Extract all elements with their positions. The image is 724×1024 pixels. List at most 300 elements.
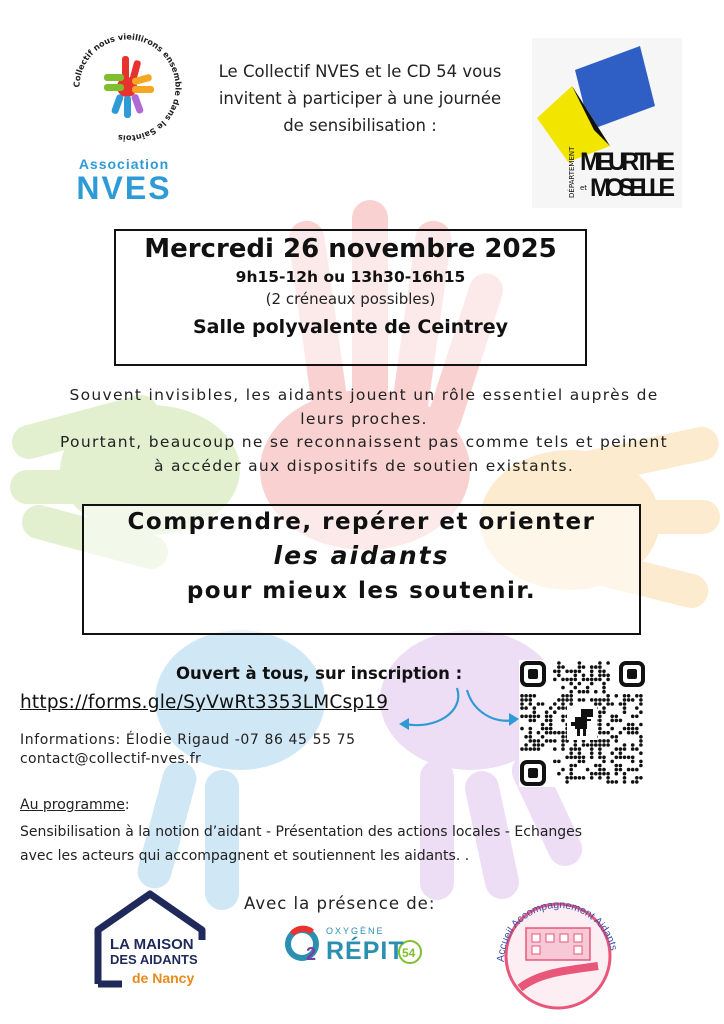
program-text	[20, 820, 710, 868]
qr-module	[635, 776, 639, 780]
qr-module	[619, 719, 623, 723]
oxygene-repit-logo	[284, 920, 424, 970]
maison-des-aidants-logo	[92, 888, 212, 998]
qr-code[interactable]	[519, 660, 646, 787]
qr-module	[545, 727, 549, 731]
qr-module	[553, 678, 557, 682]
paragraph-line: à accéder aux dispositifs de soutien existants.	[153, 456, 575, 475]
qr-module	[631, 723, 635, 727]
qr-module	[529, 698, 533, 702]
qr-module	[598, 747, 602, 751]
qr-module	[635, 706, 639, 710]
qr-module	[623, 756, 627, 760]
qr-module	[586, 686, 590, 690]
description-paragraph	[26, 384, 702, 478]
nves-name: NVES	[76, 170, 172, 206]
qr-module	[557, 670, 561, 674]
qr-module	[561, 719, 565, 723]
maison-line2: DES AIDANTS	[110, 952, 198, 967]
qr-module	[602, 768, 606, 772]
event-date: Mercredi 26 novembre 2025	[144, 234, 557, 264]
qr-module	[582, 698, 586, 702]
dept-et: et	[580, 184, 588, 192]
qr-module	[533, 694, 537, 698]
qr-module	[582, 760, 586, 764]
qr-module	[606, 780, 610, 784]
qr-module	[529, 727, 533, 731]
qr-module	[615, 768, 619, 772]
qr-module	[598, 670, 602, 674]
qr-module	[569, 756, 573, 760]
qr-module	[578, 760, 582, 764]
qr-module	[615, 772, 619, 776]
qr-module	[569, 678, 573, 682]
qr-module	[578, 690, 582, 694]
qr-module	[553, 670, 557, 674]
qr-module	[565, 776, 569, 780]
qr-module	[594, 764, 598, 768]
qr-module	[615, 756, 619, 760]
qr-module	[602, 739, 606, 743]
qr-module	[549, 719, 553, 723]
qr-module	[541, 743, 545, 747]
qr-module	[606, 702, 610, 706]
qr-module	[545, 710, 549, 714]
qr-module	[549, 727, 553, 731]
qr-module	[619, 764, 623, 768]
qr-module	[631, 768, 635, 772]
qr-module	[602, 674, 606, 678]
qr-module	[569, 772, 573, 776]
qr-module	[520, 715, 524, 719]
qr-module	[615, 715, 619, 719]
program-line: Sensibilisation à la notion d’aidant - Présentation des actions locales - Echanges	[20, 824, 583, 840]
dinosaur-icon	[567, 706, 597, 740]
qr-module	[561, 739, 565, 743]
qr-module	[590, 756, 594, 760]
qr-module	[623, 727, 627, 731]
maison-line1: LA MAISON	[110, 936, 194, 953]
qr-module	[582, 665, 586, 669]
qr-module	[627, 756, 631, 760]
qr-module	[610, 735, 614, 739]
qr-module	[565, 698, 569, 702]
qr-module	[635, 715, 639, 719]
qr-module	[594, 702, 598, 706]
qr-module	[639, 710, 643, 714]
svg-text:2: 2	[306, 944, 317, 964]
qr-module	[561, 698, 565, 702]
qr-module	[639, 764, 643, 768]
qr-module	[619, 702, 623, 706]
qr-module	[578, 756, 582, 760]
qr-module	[524, 694, 528, 698]
qr-module	[520, 694, 524, 698]
qr-module	[557, 665, 561, 669]
qr-module	[541, 702, 545, 706]
qr-module	[606, 723, 610, 727]
qr-module	[631, 698, 635, 702]
qr-module	[590, 682, 594, 686]
qr-module	[582, 776, 586, 780]
qr-module	[639, 776, 643, 780]
qr-module	[598, 674, 602, 678]
qr-module	[561, 665, 565, 669]
qr-module	[565, 670, 569, 674]
qr-module	[606, 731, 610, 735]
qr-module	[549, 723, 553, 727]
qr-module	[610, 751, 614, 755]
qr-module	[557, 772, 561, 776]
qr-module	[598, 698, 602, 702]
intro-text	[200, 58, 520, 139]
qr-module	[569, 694, 573, 698]
qr-module	[623, 706, 627, 710]
qr-module	[590, 670, 594, 674]
qr-module	[623, 772, 627, 776]
qr-module	[619, 756, 623, 760]
qr-module	[639, 702, 643, 706]
qr-module	[569, 764, 573, 768]
qr-module	[578, 670, 582, 674]
qr-module	[537, 747, 541, 751]
qr-module	[537, 743, 541, 747]
qr-module	[631, 747, 635, 751]
headline-line1: Comprendre, repérer et orienter	[127, 509, 596, 535]
qr-module	[602, 772, 606, 776]
dept-line2: MOSELLE	[590, 174, 675, 202]
qr-module	[545, 739, 549, 743]
meurthe-et-moselle-logo	[532, 38, 682, 208]
qr-module	[574, 764, 578, 768]
qr-module	[574, 674, 578, 678]
qr-module	[623, 747, 627, 751]
dept-small-label: DÉPARTEMENT	[568, 146, 576, 198]
qr-module	[610, 760, 614, 764]
qr-module	[602, 743, 606, 747]
nves-association-label: Association	[78, 156, 170, 172]
qr-module	[615, 694, 619, 698]
qr-module	[553, 710, 557, 714]
qr-module	[631, 760, 635, 764]
qr-module	[590, 776, 594, 780]
qr-module	[598, 751, 602, 755]
qr-module	[610, 780, 614, 784]
qr-module	[553, 702, 557, 706]
qr-module	[586, 678, 590, 682]
qr-module	[549, 731, 553, 735]
qr-module	[549, 715, 553, 719]
intro-line: Le Collectif NVES et le CD 54 vous	[218, 62, 502, 81]
qr-module	[578, 776, 582, 780]
repit-oxygene: OXYGÈNE	[326, 926, 385, 936]
qr-module	[578, 665, 582, 669]
qr-module	[598, 710, 602, 714]
dept-line1: MEURTHE	[580, 148, 675, 176]
qr-module	[561, 686, 565, 690]
qr-module	[582, 690, 586, 694]
qr-module	[557, 731, 561, 735]
qr-module	[578, 747, 582, 751]
qr-module	[606, 772, 610, 776]
qr-module	[565, 694, 569, 698]
qr-module	[565, 678, 569, 682]
qr-module	[610, 727, 614, 731]
headline-box	[82, 504, 641, 635]
contact-phone: Informations: Élodie Rigaud -07 86 45 55 75	[20, 732, 356, 748]
qr-module	[606, 698, 610, 702]
qr-module	[561, 731, 565, 735]
qr-module	[598, 731, 602, 735]
qr-module	[590, 747, 594, 751]
qr-module	[529, 739, 533, 743]
arrows-decoration	[395, 682, 525, 742]
qr-module	[590, 772, 594, 776]
qr-module	[520, 698, 524, 702]
qr-module	[561, 768, 565, 772]
qr-module	[627, 731, 631, 735]
qr-module	[520, 702, 524, 706]
qr-module	[561, 702, 565, 706]
qr-module	[524, 735, 528, 739]
registration-form-link[interactable]: https://forms.gle/SyVwRt3353LMCsp19	[20, 692, 389, 713]
paragraph-line: leurs proches.	[300, 409, 428, 428]
nves-arc-text: Collectif nous vieillirons ensemble dans le Saintois	[71, 31, 184, 144]
headline-line2: les aidants	[273, 541, 450, 570]
qr-module	[590, 743, 594, 747]
qr-module	[586, 743, 590, 747]
nves-logo	[60, 30, 190, 210]
qr-module	[533, 710, 537, 714]
qr-module	[565, 780, 569, 784]
qr-module	[602, 698, 606, 702]
qr-module	[606, 743, 610, 747]
qr-module	[590, 665, 594, 669]
qr-module	[627, 694, 631, 698]
qr-module	[639, 698, 643, 702]
intro-line: invitent à participer à une journée	[218, 89, 502, 108]
qr-module	[606, 674, 610, 678]
accueil-accompagnement-aidants-logo	[490, 892, 626, 1010]
qr-module	[549, 739, 553, 743]
qr-module	[615, 719, 619, 723]
qr-module	[529, 731, 533, 735]
qr-module	[574, 756, 578, 760]
qr-module	[639, 760, 643, 764]
qr-module	[619, 731, 623, 735]
qr-module	[561, 678, 565, 682]
qr-module	[631, 727, 635, 731]
qr-module	[606, 678, 610, 682]
qr-module	[569, 702, 573, 706]
qr-module	[598, 719, 602, 723]
program-title-label: Au programme	[20, 797, 125, 813]
qr-module	[635, 747, 639, 751]
qr-module	[557, 661, 561, 665]
qr-module	[524, 698, 528, 702]
qr-module	[578, 661, 582, 665]
qr-module	[602, 710, 606, 714]
qr-module	[561, 735, 565, 739]
qr-module	[627, 727, 631, 731]
qr-module	[533, 743, 537, 747]
qr-module	[553, 760, 557, 764]
qr-module	[631, 756, 635, 760]
qr-module	[619, 751, 623, 755]
qr-module	[598, 743, 602, 747]
qr-module	[569, 698, 573, 702]
qr-module	[635, 780, 639, 784]
qr-module	[586, 768, 590, 772]
qr-module	[586, 690, 590, 694]
qr-module	[533, 715, 537, 719]
qr-module	[623, 702, 627, 706]
qr-module	[574, 686, 578, 690]
qr-module	[590, 751, 594, 755]
qr-module	[602, 686, 606, 690]
qr-module	[602, 756, 606, 760]
qr-module	[602, 760, 606, 764]
qr-module	[524, 747, 528, 751]
qr-module	[623, 743, 627, 747]
qr-module	[598, 727, 602, 731]
qr-module	[533, 719, 537, 723]
qr-module	[569, 690, 573, 694]
qr-module	[529, 747, 533, 751]
qr-module	[533, 706, 537, 710]
qr-module	[610, 719, 614, 723]
qr-module	[574, 747, 578, 751]
qr-module	[582, 743, 586, 747]
qr-module	[627, 768, 631, 772]
qr-module	[639, 751, 643, 755]
qr-module	[541, 735, 545, 739]
qr-module	[610, 702, 614, 706]
qr-module	[524, 715, 528, 719]
qr-module	[520, 706, 524, 710]
event-slots-note: (2 créneaux possibles)	[265, 290, 436, 308]
qr-module	[569, 776, 573, 780]
qr-module	[561, 743, 565, 747]
program-line: avec les acteurs qui accompagnent et soutiennent les aidants. .	[20, 848, 470, 864]
qr-module	[623, 698, 627, 702]
qr-module	[529, 702, 533, 706]
qr-module	[619, 768, 623, 772]
qr-module	[557, 760, 561, 764]
qr-module	[639, 739, 643, 743]
qr-module	[582, 678, 586, 682]
qr-module	[529, 719, 533, 723]
qr-module	[615, 739, 619, 743]
qr-module	[598, 661, 602, 665]
qr-module	[598, 723, 602, 727]
qr-module	[569, 768, 573, 772]
qr-module	[537, 731, 541, 735]
qr-module	[639, 743, 643, 747]
qr-module	[529, 715, 533, 719]
qr-module	[569, 751, 573, 755]
qr-module	[627, 698, 631, 702]
qr-module	[569, 670, 573, 674]
headline-line3: pour mieux les soutenir.	[186, 578, 537, 604]
qr-module	[623, 694, 627, 698]
program-title-colon: :	[124, 797, 130, 813]
qr-module	[639, 723, 643, 727]
qr-module	[598, 772, 602, 776]
qr-module	[639, 735, 643, 739]
qr-module	[635, 731, 639, 735]
qr-module	[598, 715, 602, 719]
aidants-arc-text: Accueil Accompagnement Aidants	[494, 898, 620, 963]
qr-module	[639, 694, 643, 698]
qr-module	[569, 682, 573, 686]
qr-module	[533, 747, 537, 751]
qr-module	[529, 694, 533, 698]
qr-module	[590, 674, 594, 678]
qr-module	[615, 764, 619, 768]
qr-module	[623, 780, 627, 784]
contact-email[interactable]: contact@collectif-nves.fr	[20, 751, 202, 767]
qr-module	[594, 678, 598, 682]
repit-word: RÉPIT	[326, 937, 405, 965]
qr-module	[631, 743, 635, 747]
program-title	[20, 797, 130, 813]
qr-module	[615, 747, 619, 751]
qr-module	[594, 665, 598, 669]
qr-module	[533, 739, 537, 743]
qr-module	[574, 743, 578, 747]
intro-line: de sensibilisation :	[283, 116, 437, 135]
qr-module	[623, 776, 627, 780]
qr-module	[623, 710, 627, 714]
qr-module	[537, 739, 541, 743]
qr-module	[606, 694, 610, 698]
qr-module	[561, 747, 565, 751]
paragraph-line: Souvent invisibles, les aidants jouent un rôle essentiel auprès de	[69, 386, 659, 404]
event-date-box	[114, 229, 587, 366]
qr-module	[557, 674, 561, 678]
qr-module	[594, 690, 598, 694]
qr-module	[590, 698, 594, 702]
qr-module	[594, 698, 598, 702]
qr-module	[549, 706, 553, 710]
qr-module	[520, 747, 524, 751]
qr-module	[541, 723, 545, 727]
qr-module	[569, 747, 573, 751]
qr-module	[553, 747, 557, 751]
qr-module	[627, 723, 631, 727]
qr-module	[635, 727, 639, 731]
maison-line3: de Nancy	[132, 970, 195, 986]
event-place: Salle polyvalente de Ceintrey	[193, 316, 508, 338]
qr-module	[574, 670, 578, 674]
qr-module	[598, 764, 602, 768]
qr-module	[520, 727, 524, 731]
qr-module	[524, 706, 528, 710]
qr-module	[602, 690, 606, 694]
qr-module	[553, 731, 557, 735]
qr-module	[598, 739, 602, 743]
qr-module	[635, 694, 639, 698]
qr-module	[545, 715, 549, 719]
qr-module	[631, 731, 635, 735]
qr-module	[598, 768, 602, 772]
qr-module	[582, 674, 586, 678]
qr-module	[598, 665, 602, 669]
qr-module	[553, 739, 557, 743]
qr-module	[557, 706, 561, 710]
qr-module	[606, 776, 610, 780]
